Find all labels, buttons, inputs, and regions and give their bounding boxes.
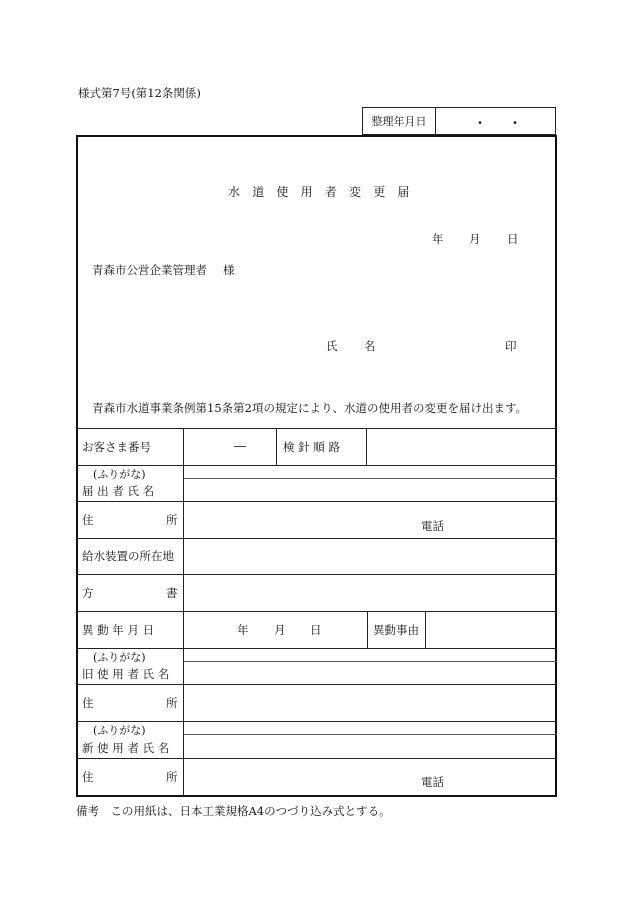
registration-date-separator: ・ bbox=[509, 116, 522, 130]
submitter-name-label: 届 出 者 氏 名 bbox=[82, 484, 155, 498]
change-date-label: 異 動 年 月 日 bbox=[82, 623, 155, 637]
registration-date-label: 整理年月日 bbox=[363, 108, 436, 134]
date-month-label: 月 bbox=[469, 232, 481, 246]
address-label-sumi: 住 bbox=[82, 696, 94, 710]
address-label-sumi: 住 bbox=[82, 770, 94, 784]
change-reason-label: 異動事由 bbox=[373, 623, 419, 637]
table-rule bbox=[76, 758, 557, 759]
addressee-honorific: 様 bbox=[223, 263, 235, 277]
table-rule bbox=[76, 574, 557, 575]
date-year-label: 年 bbox=[432, 232, 444, 246]
furigana-rule bbox=[184, 478, 557, 479]
registration-date-box bbox=[362, 107, 556, 135]
table-col-divider bbox=[366, 428, 367, 465]
applicant-name-label-mei: 名 bbox=[364, 339, 376, 353]
applicant-name-label-shi: 氏 bbox=[326, 339, 338, 353]
change-day-label: 日 bbox=[310, 623, 322, 637]
declaration-statement: 青森市水道事業条例第15条第2項の規定により、水道の使用者の変更を届け出ます。 bbox=[92, 401, 528, 415]
form-body bbox=[76, 135, 557, 797]
form-title: 水 道 使 用 者 変 更 届 bbox=[228, 185, 410, 199]
addressee-name: 青森市公営企業管理者 bbox=[92, 263, 207, 277]
table-col-divider bbox=[276, 428, 277, 465]
registration-date-separator: ・ bbox=[474, 116, 487, 130]
change-month-label: 月 bbox=[274, 623, 286, 637]
table-rule bbox=[76, 538, 557, 539]
care-of-label-kata: 方 bbox=[82, 586, 94, 600]
table-rule bbox=[76, 648, 557, 649]
form-number: 様式第7号(第12条関係) bbox=[78, 86, 201, 100]
phone-label: 電話 bbox=[421, 519, 444, 533]
addressee bbox=[92, 262, 235, 278]
phone-label: 電話 bbox=[421, 775, 444, 789]
furigana-label: (ふりがな) bbox=[93, 468, 146, 481]
table-rule bbox=[76, 684, 557, 685]
label-column-divider bbox=[183, 428, 184, 796]
customer-number-dash: ― bbox=[234, 439, 246, 453]
care-of-label-gaki: 書 bbox=[166, 586, 178, 600]
date-day-label: 日 bbox=[507, 232, 519, 246]
furigana-rule bbox=[184, 734, 557, 735]
change-year-label: 年 bbox=[237, 623, 249, 637]
furigana-label: (ふりがな) bbox=[93, 724, 146, 737]
water-supply-location-label: 給水装置の所在地 bbox=[82, 549, 174, 563]
address-label-sumi: 住 bbox=[82, 513, 94, 527]
table-col-divider bbox=[367, 611, 368, 648]
table-rule bbox=[76, 721, 557, 722]
table-rule bbox=[76, 465, 557, 466]
furigana-label: (ふりがな) bbox=[93, 651, 146, 664]
table-top-rule bbox=[76, 428, 557, 429]
table-rule bbox=[76, 501, 557, 502]
previous-user-name-label: 旧 使 用 者 氏 名 bbox=[82, 667, 170, 681]
new-user-name-label: 新 使 用 者 氏 名 bbox=[82, 741, 170, 755]
address-label-sho: 所 bbox=[166, 513, 178, 527]
customer-number-label: お客さま番号 bbox=[82, 440, 151, 454]
remarks-note: 備考 この用紙は、日本工業規格A4のつづり込み式とする。 bbox=[76, 804, 391, 818]
address-label-sho: 所 bbox=[166, 770, 178, 784]
seal-mark: 印 bbox=[505, 339, 517, 353]
table-col-divider bbox=[425, 611, 426, 648]
meter-reading-route-label: 検 針 順 路 bbox=[283, 440, 340, 454]
furigana-rule bbox=[184, 661, 557, 662]
address-label-sho: 所 bbox=[166, 696, 178, 710]
table-rule bbox=[76, 611, 557, 612]
